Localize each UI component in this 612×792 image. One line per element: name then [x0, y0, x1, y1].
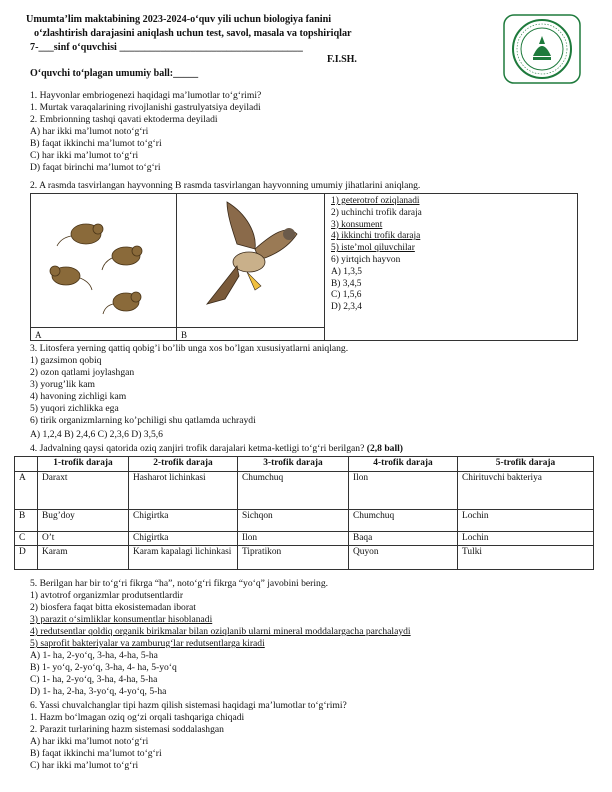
q1-option-c[interactable]: C) har ikki ma’lumot to‘g‘ri	[30, 150, 139, 161]
q3-option-5: 5) yuqori zichlikka ega	[30, 403, 119, 414]
q3-title: 3. Litosfera yerning qattiq qobig’i bo’lib unga xos bo’lgan xususiyatlarni aniqlang.	[30, 343, 349, 354]
header-title-line1: Umumta’lim maktabining 2023-2024-o‘quv yili uchun biologiya fanini	[26, 14, 332, 25]
table-cell: O’t	[38, 531, 129, 546]
q5-statement-3: 3) parazit o‘simliklar konsumentlar hisoblanadi	[30, 614, 213, 625]
table-cell: Tulki	[458, 546, 594, 570]
table-cell: Bug’doy	[38, 509, 129, 531]
q5-option-b[interactable]: B) 1- yo‘q, 2-yo‘q, 3-ha, 4- ha, 5-yo‘q	[30, 662, 177, 673]
q6-statement-1: 1. Hazm bo‘lmagan oziq og‘zi orqali tashqariga chiqadi	[30, 712, 245, 723]
q6-option-a[interactable]: A) har ikki ma’lumot noto‘g‘ri	[30, 736, 149, 747]
q5-statement-2: 2) biosfera faqat bitta ekosistemadan iborat	[30, 602, 196, 613]
q5-statement-4: 4) redutsentlar qoldiq organik birikmalar bilan oziqlanib ularni mineral moddalargacha parchalaydi	[30, 626, 411, 637]
q5-option-a[interactable]: A) 1- ha, 2-yo‘q, 3-ha, 4-ha, 5-ha	[30, 650, 158, 661]
q6-title: 6. Yassi chuvalchanglar tipi hazm qilish sistemasi haqidagi ma’lumotlar to‘g‘rimi?	[30, 700, 347, 711]
image-b-label: B	[181, 330, 188, 340]
table-cell: Chigirtka	[129, 509, 238, 531]
row-label: C	[15, 531, 38, 546]
fish-label: F.I.SH.	[327, 54, 357, 65]
table-cell: Chumchuq	[238, 471, 349, 509]
q2-feature-4: 4) ikkinchi trofik daraja	[331, 231, 421, 242]
table-cell: Karam	[38, 546, 129, 570]
table-cell: Hasharot lichinkasi	[129, 471, 238, 509]
q2-options-cell	[325, 194, 579, 340]
q2-option-b[interactable]: B) 3,4,5	[331, 278, 362, 289]
q2-option-a[interactable]: A) 1,3,5	[331, 266, 362, 277]
q3-option-4: 4) havoning zichligi kam	[30, 391, 127, 402]
table-cell: Lochin	[458, 509, 594, 531]
total-score-line: O‘quvchi to‘plagan umumiy ball:_____	[30, 68, 199, 79]
table-header-cell	[15, 457, 38, 472]
q6-option-c[interactable]: C) har ikki ma’lumot to‘g‘ri	[30, 760, 139, 771]
q2-option-d[interactable]: D) 2,3,4	[331, 302, 362, 313]
q2-feature-2: 2) uchinchi trofik daraja	[331, 207, 422, 218]
school-seal-logo-icon	[503, 14, 581, 84]
q3-option-6: 6) tirik organizmlarning ko’pchiligi shu qatlamda uchraydi	[30, 415, 256, 426]
table-header-cell: 5-trofik daraja	[458, 457, 594, 472]
q1-title: 1. Hayvonlar embriogenezi haqidagi ma’lumotlar to‘g‘rimi?	[30, 90, 262, 101]
table-cell: Daraxt	[38, 471, 129, 509]
q4-title	[30, 443, 403, 455]
row-label: A	[15, 471, 38, 509]
q3-option-3: 3) yorug’lik kam	[30, 379, 96, 390]
table-cell: Ilon	[349, 471, 458, 509]
table-cell: Tipratikon	[238, 546, 349, 570]
q2-image-table	[30, 193, 578, 341]
row-label: B	[15, 509, 38, 531]
mice-illustration-icon	[31, 194, 177, 328]
q5-title: 5. Berilgan har bir to‘g‘ri fikrga “ha”, noto‘g‘ri fikrga “yo‘q” javobini bering.	[30, 578, 329, 589]
q1-option-b[interactable]: B) faqat ikkinchi ma’lumot to‘g‘ri	[30, 138, 162, 149]
table-row[interactable]	[15, 509, 594, 531]
q5-option-d[interactable]: D) 1- ha, 2-ha, 3-yo‘q, 4-yo‘q, 5-ha	[30, 686, 167, 697]
table-cell: Baqa	[349, 531, 458, 546]
table-header-row	[15, 457, 594, 472]
q2-feature-3: 3) konsument	[331, 219, 383, 230]
image-b-cell	[177, 194, 325, 340]
q4-title-text: 4. Jadvalning qaysi qatorida oziq zanjiri trofik darajalari ketma-ketligi to‘g‘ri berilgan?	[30, 443, 365, 454]
q2-option-c[interactable]: C) 1,5,6	[331, 290, 362, 301]
falcon-illustration-icon	[177, 194, 325, 328]
table-header-cell: 1-trofik daraja	[38, 457, 129, 472]
table-cell: Quyon	[349, 546, 458, 570]
q1-option-a[interactable]: A) har ikki ma’lumot noto‘g‘ri	[30, 126, 149, 137]
header-title-line2: o‘zlashtirish darajasini aniqlash uchun test, savol, masala va topshiriqlar	[34, 28, 352, 39]
table-row[interactable]	[15, 471, 594, 509]
table-cell: Ilon	[238, 531, 349, 546]
row-label: D	[15, 546, 38, 570]
table-row[interactable]	[15, 546, 594, 570]
q5-statement-5: 5) saprofit bakteriyalar va zamburug‘lar redutsentlarga kiradi	[30, 638, 265, 649]
table-row[interactable]	[15, 531, 594, 546]
table-cell: Karam kapalagi lichinkasi	[129, 546, 238, 570]
table-cell: Chirituvchi bakteriya	[458, 471, 594, 509]
table-cell: Lochin	[458, 531, 594, 546]
q1-option-d[interactable]: D) faqat birinchi ma’lumot to‘g‘ri	[30, 162, 161, 173]
table-cell: Chigirtka	[129, 531, 238, 546]
q2-title: 2. A rasmda tasvirlangan hayvonning B rasmda tasvirlangan hayvonning umumiy jihatlarini aniqlang.	[30, 180, 421, 191]
q3-option-2: 2) ozon qatlami joylashgan	[30, 367, 135, 378]
class-student-line: 7-___sinf o‘quvchisi ____________________________________	[30, 42, 303, 53]
q2-feature-5: 5) iste’mol qiluvchilar	[331, 243, 415, 254]
q3-option-1: 1) gazsimon qobiq	[30, 355, 102, 366]
image-a-label: A	[35, 330, 42, 340]
q5-statement-1: 1) avtotrof organizmlar produtsentlardir	[30, 590, 184, 601]
table-header-cell: 4-trofik daraja	[349, 457, 458, 472]
trophic-table	[14, 456, 594, 570]
table-header-cell: 2-trofik daraja	[129, 457, 238, 472]
q1-statement-1: 1. Murtak varaqalarining rivojlanishi gastrulyatsiya deyiladi	[30, 102, 261, 113]
table-header-cell: 3-trofik daraja	[238, 457, 349, 472]
q1-statement-2: 2. Embrionning tashqi qavati ektoderma deyiladi	[30, 114, 218, 125]
q4-points: (2,8 ball)	[366, 443, 403, 454]
table-cell: Chumchuq	[349, 509, 458, 531]
q6-statement-2: 2. Parazit turlarining hazm sistemasi soddalashgan	[30, 724, 224, 735]
table-cell: Sichqon	[238, 509, 349, 531]
image-a-cell	[31, 194, 177, 340]
q3-answers[interactable]: A) 1,2,4 B) 2,4,6 C) 2,3,6 D) 3,5,6	[30, 429, 163, 440]
q2-feature-1: 1) geterotrof oziqlanadi	[331, 196, 420, 206]
q5-option-c[interactable]: C) 1- ha, 2-yo‘q, 3-ha, 4-ha, 5-ha	[30, 674, 158, 685]
q2-feature-6: 6) yirtqich hayvon	[331, 254, 401, 265]
q6-option-b[interactable]: B) faqat ikkinchi ma’lumot to‘g‘ri	[30, 748, 162, 759]
